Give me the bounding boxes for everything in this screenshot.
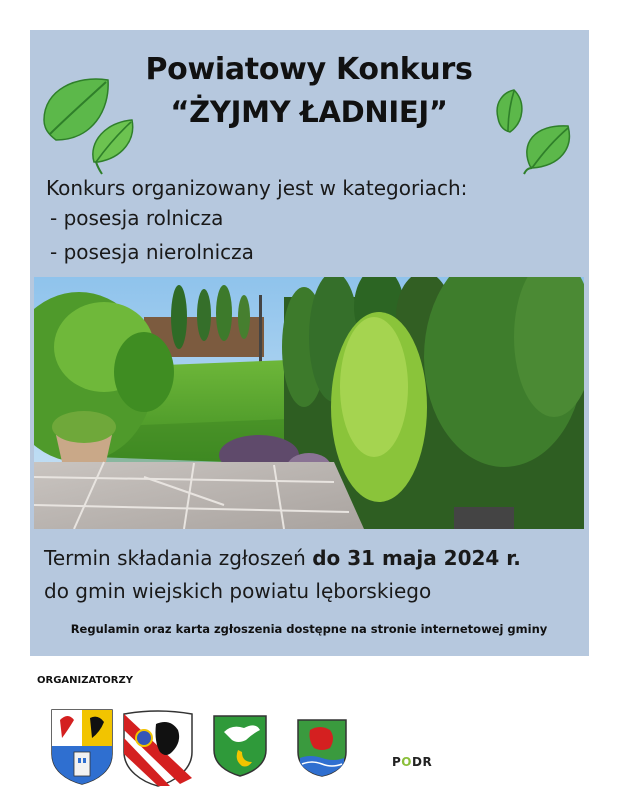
contest-name: “ŻYJMY ŁADNIEJ” xyxy=(170,95,448,129)
category-item: - posesja nierolnicza xyxy=(50,240,254,264)
category-item: - posesja rolnicza xyxy=(50,206,224,230)
coat-of-arms-icon xyxy=(212,714,268,778)
podr-logo: PODR xyxy=(392,755,433,769)
deadline-date: do 31 maja 2024 r. xyxy=(312,546,521,570)
coat-of-arms-icon xyxy=(296,718,348,778)
organizers-label: ORGANIZATORZY xyxy=(37,675,133,686)
garden-photo xyxy=(34,277,584,529)
rules-note: Regulamin oraz karta zgłoszenia dostępne na stronie internetowej gminy xyxy=(70,622,548,636)
categories-intro: Konkurs organizowany jest w kategoriach: xyxy=(46,176,468,200)
coat-of-arms-icon xyxy=(120,708,196,788)
deadline-recipient: do gmin wiejskich powiatu lęborskiego xyxy=(44,579,432,603)
deadline-text: Termin składania zgłoszeń do 31 maja 2024 r. xyxy=(44,546,521,570)
poster-title: Powiatowy Konkurs xyxy=(145,52,473,87)
coat-of-arms-icon xyxy=(50,708,114,786)
